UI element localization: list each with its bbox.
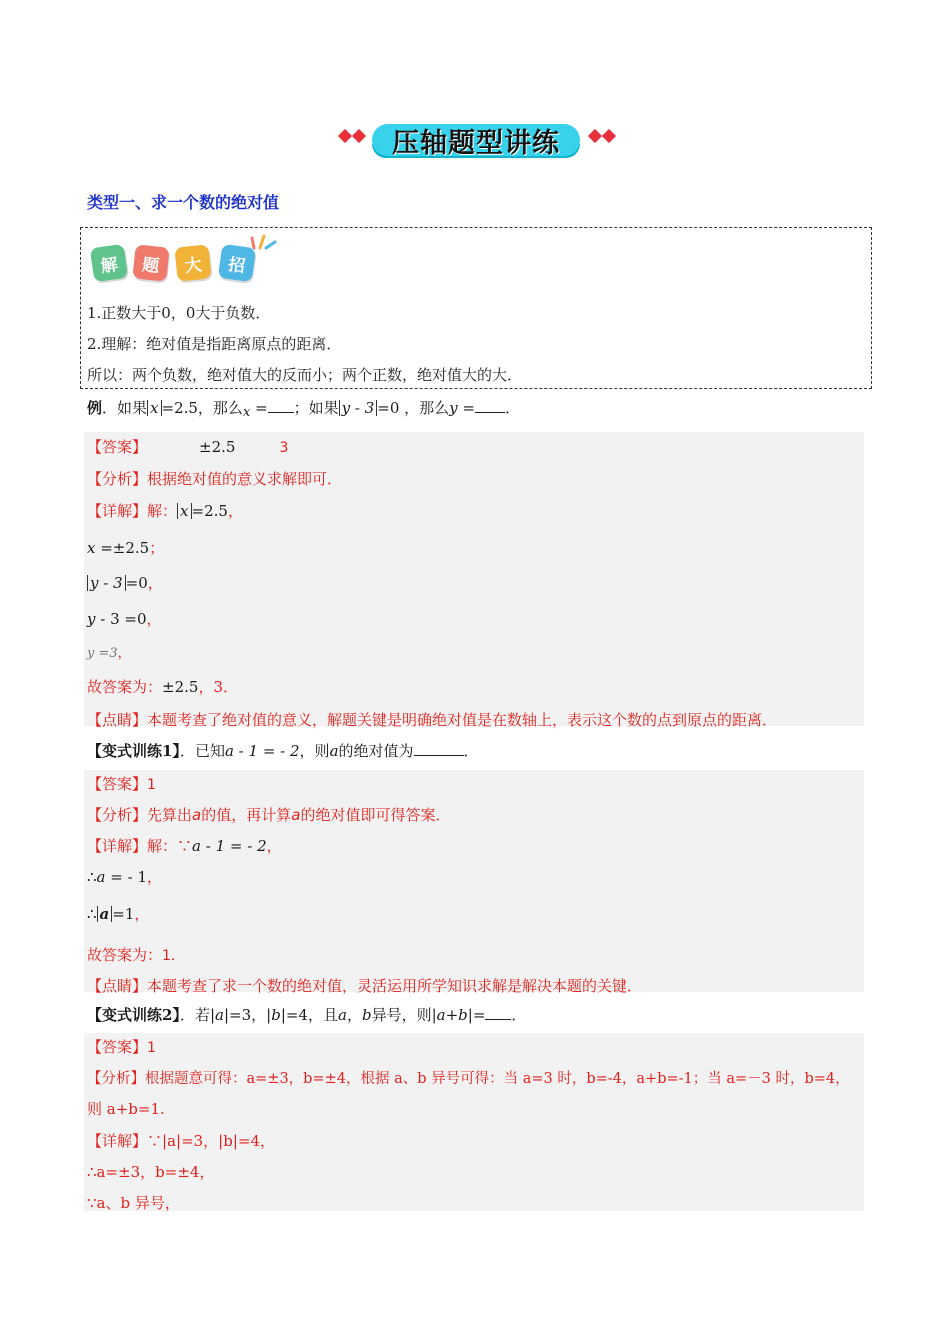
punct: ， (134, 905, 150, 923)
variant1-analysis (87, 804, 450, 825)
diamond-icon (338, 129, 352, 143)
punct: ， (266, 837, 282, 855)
variant1-answer (87, 773, 156, 794)
analysis-text: 的值，再计算 (201, 806, 292, 824)
page-title: 压轴题型讲练 (392, 128, 560, 159)
variant1-step-1 (87, 866, 162, 887)
answer-value-2: 3 (279, 440, 289, 456)
example-comment (87, 709, 777, 730)
var-a: a (436, 1006, 446, 1024)
var-a: a (192, 806, 202, 824)
sparkle-icon (248, 232, 278, 250)
detail-text: ∵|a|=3，|b|=4， (147, 1132, 275, 1150)
abs-a: a (97, 906, 113, 922)
example-step-3 (87, 608, 162, 629)
therefore-symbol: ∴ (87, 868, 97, 886)
step-text: =1 (112, 905, 135, 923)
analysis-text: 的绝对值即可得答案． (300, 806, 451, 824)
variant1-detail (87, 835, 282, 856)
q-text: = (250, 399, 268, 417)
q-text: |= (467, 1006, 486, 1024)
var-x: x (87, 539, 96, 557)
answer-label: 【答案】 (87, 438, 148, 456)
therefore-symbol: ∴ (87, 905, 97, 923)
step-text: = - 1 (105, 868, 147, 886)
title-banner (0, 118, 950, 162)
badge-ti: 题 (132, 244, 169, 281)
example-question (87, 397, 520, 420)
example-detail (87, 500, 243, 521)
var-a: a (291, 806, 301, 824)
detail-label: 【详解】 (87, 1132, 148, 1150)
step-text: y =3 (87, 646, 118, 661)
q-text: |=3，| (223, 1006, 272, 1024)
var-b: b (361, 1006, 372, 1024)
final-label: 故答案为： (87, 946, 163, 964)
q-text: ， (346, 1006, 362, 1024)
q-text: 的绝对值为 (338, 742, 414, 760)
var-b: b (271, 1006, 281, 1024)
variant2-answer-panel (84, 1033, 864, 1211)
q-text: ． (504, 399, 520, 417)
analysis-text: 根据绝对值的意义求解即可． (147, 470, 343, 488)
final-label: 故答案为： (87, 678, 163, 696)
comment-text: 本题考查了求一个数的绝对值，灵活运用所学知识求解是解决本题的关键． (147, 977, 643, 995)
abs-x: x (177, 503, 191, 519)
q-text: + (445, 1006, 459, 1024)
answer-blank[interactable] (475, 412, 505, 413)
var-a: a (96, 868, 106, 886)
comment-label: 【点睛】 (87, 711, 148, 729)
analysis-text: 根据题意可得：a=±3，b=±4，根据 a、b 异号可得：当 a=3 时，b=-4，a+b=-1；当 a=－3 时，b=4， (145, 1071, 850, 1087)
q-text: ． (511, 1006, 527, 1024)
example-step-2 (87, 572, 163, 593)
badge-jie: 解 (90, 244, 128, 282)
variant2-answer (87, 1036, 156, 1057)
q-text: ．如果 (102, 399, 148, 417)
example-step-1 (87, 537, 164, 558)
q-text: =2.5，那么 (161, 399, 243, 417)
punct: ， (146, 610, 162, 628)
detail-head: 解：∵ (147, 837, 193, 855)
tip-line-1: 1.正数大于0，0大于负数． (87, 304, 271, 322)
var-y: y (87, 610, 96, 628)
variant2-analysis (87, 1067, 850, 1088)
punct: ， (146, 868, 162, 886)
comment-text: 本题考查了绝对值的意义，解题关键是明确绝对值是在数轴上，表示这个数的点到原点的距离． (147, 711, 778, 729)
answer-value: 1 (147, 1040, 156, 1056)
diamond-icon (588, 129, 602, 143)
punct: ； (149, 539, 165, 557)
answer-blank[interactable] (268, 412, 294, 413)
math-expr: a - 1 = - 2 (192, 837, 267, 855)
tips-badges (88, 236, 278, 288)
detail-eq: =2.5 (191, 502, 228, 520)
variant-label: 【变式训练2】 (87, 1006, 180, 1024)
analysis-label: 【分析】 (87, 470, 148, 488)
abs-y-3: y - 3 (87, 575, 126, 591)
badge-zhao: 招 (218, 244, 256, 282)
final-value: 1． (162, 948, 185, 964)
q-text: ． (463, 742, 479, 760)
step-text: =0 (125, 574, 148, 592)
tip-line-3: 所以：两个负数，绝对值大的反而小；两个正数，绝对值大的大． (87, 366, 523, 384)
var-a: a (215, 1006, 224, 1024)
badge-da: 大 (174, 244, 211, 281)
answer-blank[interactable] (485, 1019, 511, 1020)
variant1-comment (87, 975, 642, 996)
variant2-detail-3: ∵a、b 异号， (87, 1194, 180, 1212)
example-final (87, 676, 238, 697)
answer-value-1: ±2.5 (199, 438, 236, 456)
variant-label: 【变式训练1】 (87, 742, 180, 760)
section-title: 类型一、求一个数的绝对值 (87, 193, 280, 212)
answer-label: 【答案】 (87, 775, 148, 793)
q-text: ．若| (179, 1006, 216, 1024)
math-expr: a - 1 = - 2 (224, 742, 300, 760)
punct: ， (117, 646, 131, 661)
example-answer (87, 436, 288, 457)
final-value: ，3． (198, 678, 238, 696)
answer-value: 1 (147, 777, 156, 793)
var-a: a (337, 1006, 347, 1024)
q-text: =0 ，那么 (377, 399, 450, 417)
variant2-question (87, 1004, 526, 1025)
q-text: ；如果 (293, 399, 339, 417)
step-text: =±2.5 (95, 539, 150, 557)
variant2-analysis-cont: 则 a+b=1. (87, 1100, 165, 1118)
q-text: |=4，且 (280, 1006, 338, 1024)
analysis-label: 【分析】 (87, 1071, 145, 1087)
punct: ， (227, 502, 243, 520)
analysis-text: 先算出 (147, 806, 193, 824)
variant2-detail (87, 1130, 275, 1151)
variant2-detail-2: ∴a=±3，b=±4， (87, 1163, 215, 1181)
tip-line-2: 2.理解：绝对值是指距离原点的距离． (87, 335, 342, 353)
q-text: = (457, 399, 475, 417)
example-label: 例 (87, 399, 103, 417)
q-text: ，则 (299, 742, 330, 760)
punct: ， (147, 574, 163, 592)
answer-blank[interactable] (414, 755, 464, 756)
comment-label: 【点睛】 (87, 977, 148, 995)
diamond-icon (602, 129, 616, 143)
example-step-4 (87, 642, 131, 661)
final-value: ±2.5 (162, 678, 199, 696)
var-y: y (449, 399, 458, 417)
q-text: ．已知 (179, 742, 225, 760)
detail-label: 【详解】 (87, 502, 148, 520)
variant1-final (87, 944, 185, 965)
variant1-step-2 (87, 903, 149, 924)
detail-head: 解： (147, 502, 178, 520)
abs-y-3: y - 3 (339, 400, 378, 416)
step-text: - 3 =0 (95, 610, 147, 628)
answer-label: 【答案】 (87, 1038, 148, 1056)
analysis-label: 【分析】 (87, 806, 148, 824)
detail-label: 【详解】 (87, 837, 148, 855)
var-a: a (329, 742, 339, 760)
abs-x: x (147, 400, 161, 416)
q-text: 异号，则| (371, 1006, 437, 1024)
var-b: b (458, 1006, 468, 1024)
var-x: x (242, 405, 251, 420)
diamond-icon (352, 129, 366, 143)
example-analysis (87, 468, 342, 489)
variant1-question (87, 740, 479, 761)
